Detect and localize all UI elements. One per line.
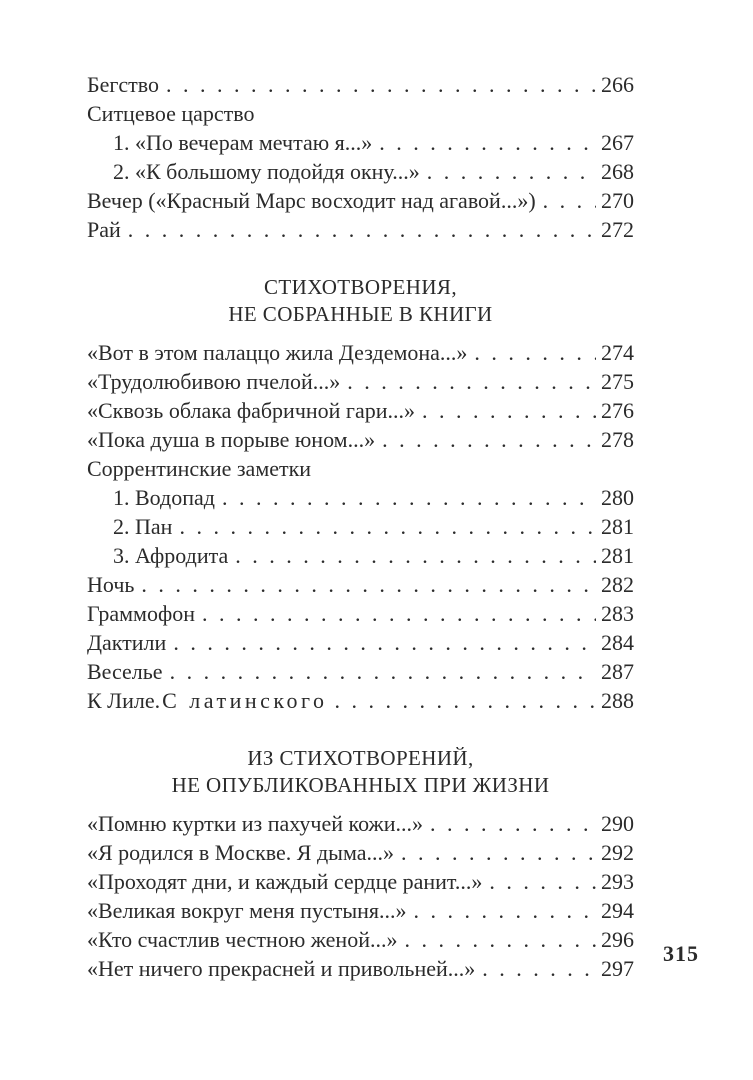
toc-entry-title: 2. Пан	[113, 514, 173, 539]
toc-entry	[87, 396, 634, 425]
toc-entry-page-number: 266	[601, 72, 634, 97]
toc-entry	[87, 541, 634, 570]
dot-leader	[401, 838, 596, 867]
toc-entry	[87, 954, 634, 983]
toc-entry	[87, 867, 634, 896]
toc-entry-title: Бегство	[87, 72, 160, 97]
toc-entry-title: К Лиле.	[87, 688, 161, 713]
toc-entry	[87, 896, 634, 925]
dot-leader	[222, 483, 596, 512]
toc-entry-title: 2. «К большому подойдя окну...»	[113, 159, 420, 184]
toc-entry-page-number: 287	[601, 659, 634, 684]
toc-entry	[87, 512, 634, 541]
toc-entry-page-number: 270	[601, 188, 634, 213]
toc-entry-title: Вечер («Красный Марс восходит над агавой...»)	[87, 188, 536, 213]
toc-entry-page-number: 283	[601, 601, 634, 626]
dot-leader	[427, 157, 596, 186]
toc-entry	[87, 186, 634, 215]
toc-entry-page-number: 282	[601, 572, 634, 597]
dot-leader	[379, 128, 596, 157]
toc-entry-title: «Сквозь облака фабричной гари...»	[87, 398, 415, 423]
toc-entry-title: «Проходят дни, и каждый сердце ранит...»	[87, 869, 483, 894]
toc-entry	[87, 809, 634, 838]
toc-entry-title: Соррентинские заметки	[87, 456, 312, 481]
toc-entry	[87, 454, 634, 483]
folio-page-number: 315	[663, 941, 699, 966]
toc-entry-title: «Великая вокруг меня пустыня...»	[87, 898, 407, 923]
toc-entry	[87, 657, 634, 686]
toc-entry-title: Дактили	[87, 630, 167, 655]
toc-entry	[87, 599, 634, 628]
section-heading	[87, 745, 634, 799]
section-heading	[87, 274, 634, 328]
toc-entry	[87, 425, 634, 454]
toc-entry-page-number: 275	[601, 369, 634, 394]
dot-leader	[166, 70, 596, 99]
toc-entry-page-number: 276	[601, 398, 634, 423]
toc-entry	[87, 838, 634, 867]
toc-entry-title: «Кто счастлив честною женой...»	[87, 927, 398, 952]
toc-entry-title: Граммофон	[87, 601, 195, 626]
section-heading-line: НЕ ОПУБЛИКОВАННЫХ ПРИ ЖИЗНИ	[171, 773, 550, 797]
toc-entry	[87, 628, 634, 657]
toc-entry-page-number: 294	[601, 898, 634, 923]
toc-entry-page-number: 290	[601, 811, 634, 836]
section-heading-line: СТИХОТВОРЕНИЯ,	[264, 275, 457, 299]
toc-entry	[87, 686, 634, 715]
dot-leader	[543, 186, 596, 215]
toc-entry-title: Ситцевое царство	[87, 101, 255, 126]
dot-leader	[430, 809, 596, 838]
dot-leader	[141, 570, 596, 599]
toc-entry-page-number: 293	[601, 869, 634, 894]
dot-leader	[128, 215, 596, 244]
toc-entry-title-letterspaced: С латинского	[162, 688, 328, 713]
toc-entry-page-number: 297	[601, 956, 634, 981]
toc-entry-title: «Трудолюбивою пчелой...»	[87, 369, 341, 394]
toc-entry-page-number: 272	[601, 217, 634, 242]
toc-entry	[87, 338, 634, 367]
dot-leader	[422, 396, 596, 425]
toc-entry	[87, 70, 634, 99]
dot-leader	[382, 425, 596, 454]
toc-entry-title: «Вот в этом палаццо жила Дездемона...»	[87, 340, 468, 365]
toc-entry-title: «Я родился в Москве. Я дыма...»	[87, 840, 394, 865]
toc-entry-title: 1. «По вечерам мечтаю я...»	[113, 130, 373, 155]
toc-entry	[87, 367, 634, 396]
dot-leader	[334, 686, 596, 715]
toc-entry	[87, 99, 634, 128]
dot-leader	[474, 338, 596, 367]
toc-entry-page-number: 292	[601, 840, 634, 865]
toc-entry-page-number: 288	[601, 688, 634, 713]
dot-leader	[404, 925, 596, 954]
toc-entry-page-number: 281	[601, 514, 634, 539]
toc-entry	[87, 570, 634, 599]
toc-entry	[87, 925, 634, 954]
toc-entry-title: Ночь	[87, 572, 135, 597]
toc-entry-title: Рай	[87, 217, 121, 242]
section-heading-line: НЕ СОБРАННЫЕ В КНИГИ	[228, 302, 493, 326]
toc-entry-page-number: 267	[601, 130, 634, 155]
toc-entry	[87, 157, 634, 186]
toc-entry	[87, 483, 634, 512]
dot-leader	[489, 867, 596, 896]
toc-entry	[87, 128, 634, 157]
toc-entry-title: «Помню куртки из пахучей кожи...»	[87, 811, 424, 836]
dot-leader	[414, 896, 597, 925]
toc-entry	[87, 215, 634, 244]
toc-entry-title: Веселье	[87, 659, 163, 684]
section-heading-line: ИЗ СТИХОТВОРЕНИЙ,	[247, 746, 474, 770]
table-of-contents	[87, 70, 634, 983]
dot-leader	[235, 541, 596, 570]
dot-leader	[202, 599, 596, 628]
toc-entry-title: 3. Афродита	[113, 543, 229, 568]
toc-entry-title: 1. Водопад	[113, 485, 215, 510]
toc-entry-title: «Нет ничего прекрасней и привольней...»	[87, 956, 476, 981]
dot-leader	[173, 628, 596, 657]
toc-entry-page-number: 274	[601, 340, 634, 365]
toc-entry-page-number: 296	[601, 927, 634, 952]
toc-entry-title: «Пока душа в порыве юном...»	[87, 427, 376, 452]
toc-entry-page-number: 281	[601, 543, 634, 568]
dot-leader	[179, 512, 596, 541]
toc-entry-page-number: 278	[601, 427, 634, 452]
toc-entry-page-number: 268	[601, 159, 634, 184]
toc-entry-page-number: 280	[601, 485, 634, 510]
dot-leader	[482, 954, 596, 983]
dot-leader	[347, 367, 596, 396]
toc-entry-page-number: 284	[601, 630, 634, 655]
dot-leader	[170, 657, 596, 686]
